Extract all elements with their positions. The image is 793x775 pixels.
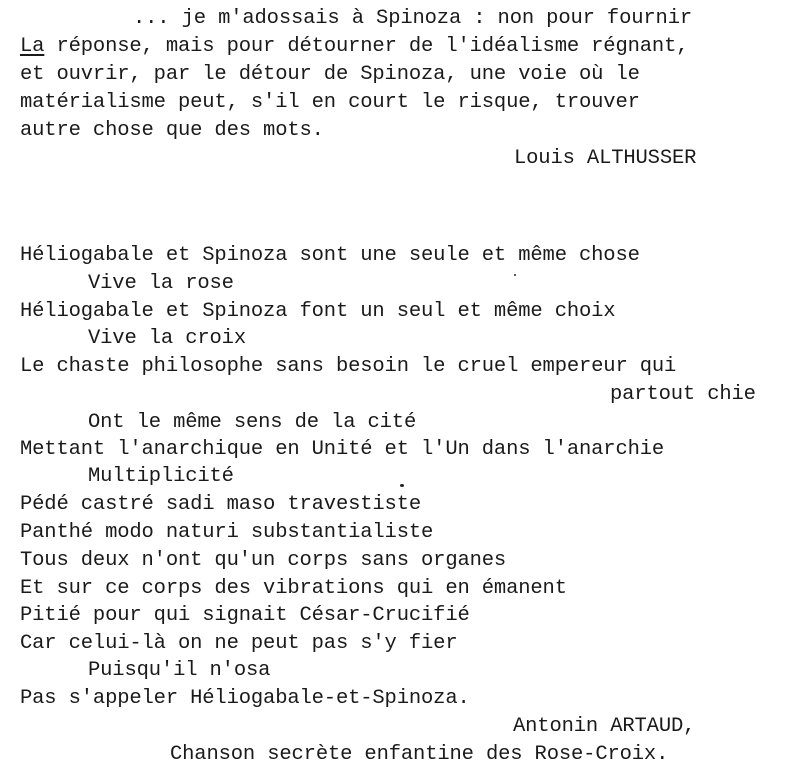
epigraph-line-4: matérialisme peut, s'il en court le risque, trouver: [20, 91, 640, 114]
poem-author: Antonin ARTAUD,: [513, 715, 696, 738]
poem-line-9: Multiplicité: [88, 465, 234, 488]
poem-line-4: Vive la croix: [88, 327, 246, 350]
poem-line-17: Pas s'appeler Héliogabale-et-Spinoza.: [20, 687, 470, 710]
poem-line-10: Pédé castré sadi maso travestiste: [20, 493, 422, 516]
epigraph-line-1: ... je m'adossais à Spinoza : non pour fournir: [133, 7, 692, 30]
poem-line-14: Pitié pour qui signait César-Crucifié: [20, 604, 470, 627]
epigraph-author: Louis ALTHUSSER: [514, 147, 697, 170]
poem-line-13: Et sur ce corps des vibrations qui en émanent: [20, 577, 567, 600]
poem-line-5: Le chaste philosophe sans besoin le cruel empereur qui: [20, 355, 677, 378]
epigraph-line-2: [20, 34, 688, 60]
poem-line-2: Vive la rose: [88, 272, 234, 295]
epigraph-line-3: et ouvrir, par le détour de Spinoza, une voie où le: [20, 63, 640, 86]
poem-line-6: partout chie: [610, 383, 756, 406]
poem-source: Chanson secrète enfantine des Rose-Croix.: [170, 743, 669, 766]
poem-line-1: Héliogabale et Spinoza sont une seule et même chose: [20, 244, 640, 267]
poem-line-11: Panthé modo naturi substantialiste: [20, 521, 434, 544]
epigraph-line-2-text: réponse, mais pour détourner de l'idéalisme régnant,: [56, 35, 689, 58]
poem-line-3: Héliogabale et Spinoza font un seul et même choix: [20, 300, 616, 323]
epigraph-underlined-word: La: [20, 35, 45, 58]
poem-line-12: Tous deux n'ont qu'un corps sans organes: [20, 549, 507, 572]
scan-speck: [400, 484, 404, 487]
poem-line-7: Ont le même sens de la cité: [88, 411, 417, 434]
epigraph-line-5: autre chose que des mots.: [20, 119, 324, 142]
poem-line-15: Car celui-là on ne peut pas s'y fier: [20, 632, 458, 655]
scan-speck: [514, 274, 516, 276]
poem-line-16: Puisqu'il n'osa: [88, 659, 271, 682]
poem-line-8: Mettant l'anarchique en Unité et l'Un dans l'anarchie: [20, 438, 665, 461]
